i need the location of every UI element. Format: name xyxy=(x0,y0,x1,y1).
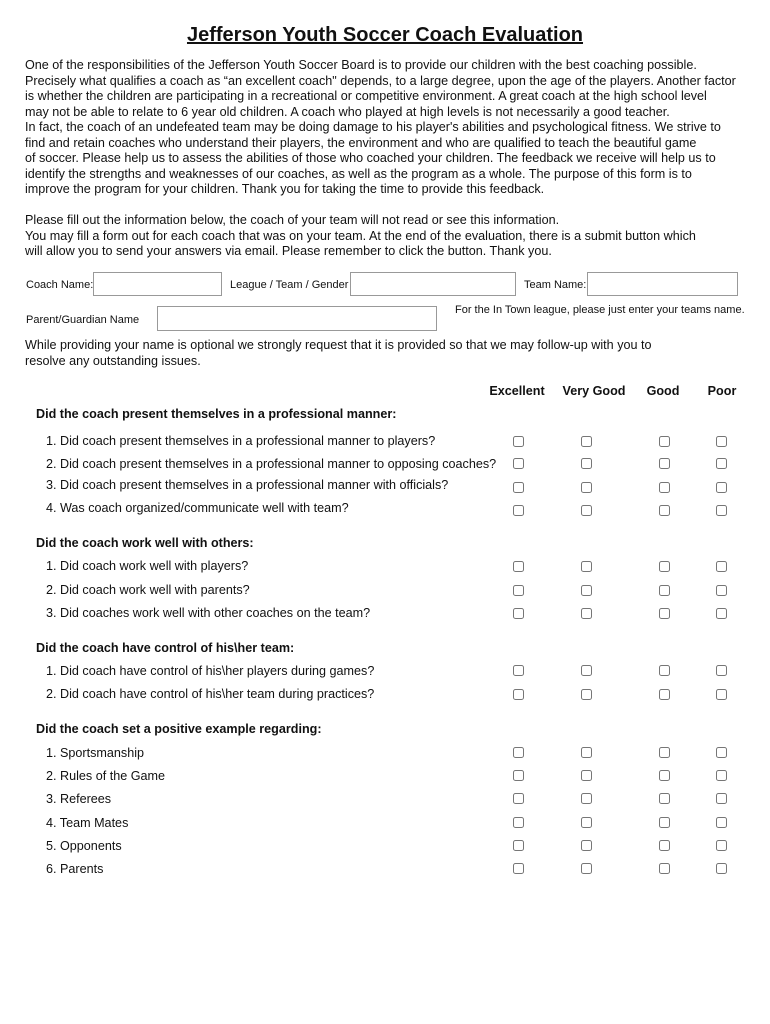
team-name-label: Team Name: xyxy=(524,279,587,291)
rating-checkbox-good[interactable] xyxy=(659,436,670,447)
instructions-line: Please fill out the information below, the coach of your team will not read or see this information. xyxy=(25,213,560,227)
question-row: 4. Team Mates xyxy=(46,816,129,830)
rating-checkbox-excellent[interactable] xyxy=(513,747,524,758)
parent-guardian-label: Parent/Guardian Name xyxy=(26,314,140,326)
rating-checkbox-excellent[interactable] xyxy=(513,585,524,596)
rating-checkbox-very-good[interactable] xyxy=(581,840,592,851)
rating-checkbox-poor[interactable] xyxy=(716,747,727,758)
question-row: 1. Did coach work well with players? xyxy=(46,559,249,573)
question-row: 4. Was coach organized/communicate well with team? xyxy=(46,501,349,515)
section-heading-professional: Did the coach present themselves in a professional manner: xyxy=(36,407,397,421)
rating-checkbox-good[interactable] xyxy=(659,793,670,804)
rating-checkbox-good[interactable] xyxy=(659,689,670,700)
instructions-line: will allow you to send your answers via email. Please remember to click the button. Thank you. xyxy=(25,244,552,258)
rating-checkbox-poor[interactable] xyxy=(716,817,727,828)
rating-checkbox-poor[interactable] xyxy=(716,608,727,619)
question-row: 2. Did coach present themselves in a professional manner to opposing coaches? xyxy=(46,457,497,471)
rating-checkbox-poor[interactable] xyxy=(716,585,727,596)
rating-checkbox-poor[interactable] xyxy=(716,482,727,493)
question-row: 1. Sportsmanship xyxy=(46,746,145,760)
question-row: 3. Did coach present themselves in a professional manner with officials? xyxy=(46,478,449,492)
rating-checkbox-very-good[interactable] xyxy=(581,561,592,572)
rating-checkbox-poor[interactable] xyxy=(716,436,727,447)
rating-checkbox-very-good[interactable] xyxy=(581,770,592,781)
rating-checkbox-very-good[interactable] xyxy=(581,689,592,700)
rating-checkbox-good[interactable] xyxy=(659,482,670,493)
intro-line: Precisely what qualifies a coach as “an excellent coach" depends, to a large degree, upon the age of the players. Another factor xyxy=(25,73,736,88)
rating-checkbox-excellent[interactable] xyxy=(513,436,524,447)
rating-checkbox-excellent[interactable] xyxy=(513,689,524,700)
section-heading-works-with-others: Did the coach work well with others: xyxy=(36,536,254,550)
rating-checkbox-excellent[interactable] xyxy=(513,817,524,828)
question-row: 2. Did coach work well with parents? xyxy=(46,583,250,597)
rating-checkbox-very-good[interactable] xyxy=(581,436,592,447)
rating-checkbox-excellent[interactable] xyxy=(513,505,524,516)
rating-checkbox-excellent[interactable] xyxy=(513,840,524,851)
rating-checkbox-very-good[interactable] xyxy=(581,482,592,493)
rating-checkbox-poor[interactable] xyxy=(716,505,727,516)
rating-checkbox-excellent[interactable] xyxy=(513,863,524,874)
intro-paragraph xyxy=(25,58,755,198)
column-good: Good xyxy=(646,384,680,398)
rating-checkbox-very-good[interactable] xyxy=(581,747,592,758)
optional-note xyxy=(25,338,745,369)
instructions-line: You may fill a form out for each coach that was on your team. At the end of the evaluation, there is a submit button which xyxy=(25,228,696,243)
rating-checkbox-excellent[interactable] xyxy=(513,482,524,493)
column-excellent: Excellent xyxy=(489,384,545,398)
intro-line: of soccer. Please help us to assess the abilities of those who coached your children. The feedback we receive will help us to xyxy=(25,151,716,165)
instructions-paragraph xyxy=(25,213,755,260)
rating-checkbox-excellent[interactable] xyxy=(513,770,524,781)
rating-checkbox-very-good[interactable] xyxy=(581,817,592,828)
in-town-note: For the In Town league, please just enter your teams name. xyxy=(455,304,745,316)
rating-checkbox-good[interactable] xyxy=(659,458,670,469)
intro-line: improve the program for your children. Thank you for taking the time to provide this feedback. xyxy=(25,182,545,196)
question-row: 1. Did coach present themselves in a professional manner to players? xyxy=(46,434,436,448)
rating-checkbox-good[interactable] xyxy=(659,561,670,572)
intro-line: In fact, the coach of an undefeated team may be doing damage to his player's abilities and psychological fitness. We strive to xyxy=(25,120,721,134)
rating-checkbox-good[interactable] xyxy=(659,505,670,516)
intro-line: find and retain coaches who understand their players, the environment and who are qualified to teach the beautiful game xyxy=(25,135,697,150)
rating-checkbox-good[interactable] xyxy=(659,817,670,828)
question-row: 1. Did coach have control of his\her players during games? xyxy=(46,664,375,678)
parent-guardian-field[interactable] xyxy=(157,306,437,331)
rating-checkbox-poor[interactable] xyxy=(716,863,727,874)
rating-checkbox-good[interactable] xyxy=(659,747,670,758)
coach-name-label: Coach Name: xyxy=(26,279,94,291)
question-row: 5. Opponents xyxy=(46,839,122,853)
optional-line: resolve any outstanding issues. xyxy=(25,353,201,368)
column-very-good: Very Good xyxy=(562,384,626,398)
rating-checkbox-poor[interactable] xyxy=(716,793,727,804)
rating-checkbox-very-good[interactable] xyxy=(581,665,592,676)
rating-checkbox-excellent[interactable] xyxy=(513,458,524,469)
rating-checkbox-poor[interactable] xyxy=(716,665,727,676)
rating-checkbox-good[interactable] xyxy=(659,770,670,781)
question-row: 2. Rules of the Game xyxy=(46,769,166,783)
question-row: 3. Did coaches work well with other coaches on the team? xyxy=(46,606,371,620)
rating-checkbox-poor[interactable] xyxy=(716,689,727,700)
rating-checkbox-very-good[interactable] xyxy=(581,585,592,596)
rating-checkbox-very-good[interactable] xyxy=(581,793,592,804)
rating-checkbox-poor[interactable] xyxy=(716,458,727,469)
rating-checkbox-very-good[interactable] xyxy=(581,458,592,469)
rating-checkbox-good[interactable] xyxy=(659,585,670,596)
league-team-gender-field[interactable] xyxy=(350,272,516,296)
rating-checkbox-good[interactable] xyxy=(659,665,670,676)
rating-checkbox-very-good[interactable] xyxy=(581,505,592,516)
section-heading-team-control: Did the coach have control of his\her team: xyxy=(36,641,295,655)
rating-checkbox-poor[interactable] xyxy=(716,840,727,851)
question-row: 2. Did coach have control of his\her team during practices? xyxy=(46,687,375,701)
rating-checkbox-poor[interactable] xyxy=(716,770,727,781)
league-team-gender-label: League / Team / Gender xyxy=(230,279,349,291)
intro-line: may not be able to relate to 6 year old children. A coach who played at high levels is not necessarily a good teacher. xyxy=(25,104,670,119)
rating-checkbox-excellent[interactable] xyxy=(513,665,524,676)
rating-checkbox-excellent[interactable] xyxy=(513,561,524,572)
rating-checkbox-very-good[interactable] xyxy=(581,863,592,874)
form-title: Jefferson Youth Soccer Coach Evaluation xyxy=(186,24,584,46)
rating-checkbox-excellent[interactable] xyxy=(513,793,524,804)
rating-checkbox-good[interactable] xyxy=(659,608,670,619)
optional-line: While providing your name is optional we strongly request that it is provided so that we may follow-up with you to xyxy=(25,338,652,352)
rating-checkbox-good[interactable] xyxy=(659,840,670,851)
column-poor: Poor xyxy=(707,384,737,398)
team-name-field[interactable] xyxy=(587,272,738,296)
question-row: 6. Parents xyxy=(46,862,104,876)
section-heading-positive-example: Did the coach set a positive example regarding: xyxy=(36,722,322,736)
coach-name-field[interactable] xyxy=(93,272,222,296)
intro-line: is whether the children are participating in a recreational or competitive environment. A great coach at the high school level xyxy=(25,89,707,103)
rating-checkbox-very-good[interactable] xyxy=(581,608,592,619)
rating-checkbox-good[interactable] xyxy=(659,863,670,874)
question-row: 3. Referees xyxy=(46,792,112,806)
rating-checkbox-poor[interactable] xyxy=(716,561,727,572)
intro-line: One of the responsibilities of the Jefferson Youth Soccer Board is to provide our children with the best coaching possible. xyxy=(25,58,697,72)
intro-line: identify the strengths and weaknesses of our coaches, as well as the program as a whole. The purpose of this form is to xyxy=(25,166,692,181)
rating-checkbox-excellent[interactable] xyxy=(513,608,524,619)
